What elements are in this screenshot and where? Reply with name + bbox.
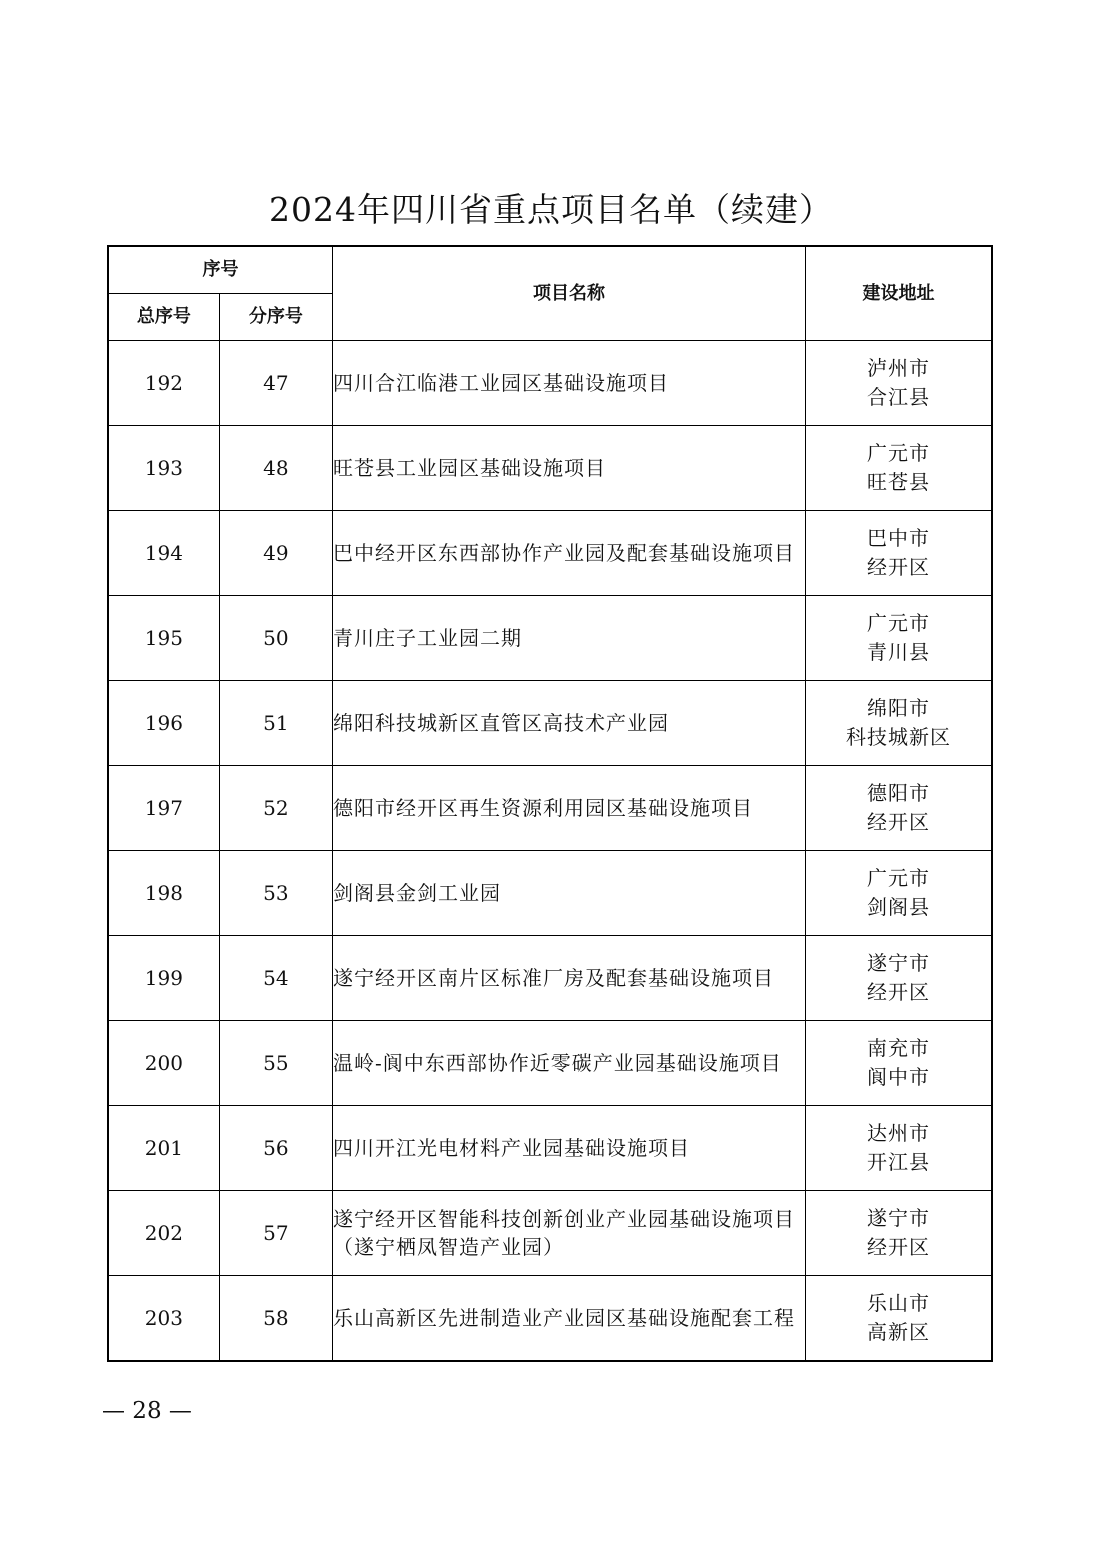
location-cell <box>806 426 992 511</box>
location-city: 绵阳市 <box>867 696 931 720</box>
sub-seq-cell: 53 <box>219 851 332 936</box>
total-seq-header: 总序号 <box>108 294 219 341</box>
location-city: 广元市 <box>867 866 931 890</box>
location-city: 遂宁市 <box>867 1206 931 1230</box>
project-name-header: 项目名称 <box>333 246 806 341</box>
location-city: 巴中市 <box>867 526 931 550</box>
location-district: 科技城新区 <box>846 725 952 749</box>
location-city: 乐山市 <box>867 1291 931 1315</box>
sub-seq-cell: 48 <box>219 426 332 511</box>
project-name-cell: 乐山高新区先进制造业产业园区基础设施配套工程 <box>333 1276 806 1362</box>
location-district: 青川县 <box>867 640 931 664</box>
location-cell <box>806 851 992 936</box>
project-name-cell: 遂宁经开区智能科技创新创业产业园基础设施项目（遂宁栖凤智造产业园） <box>333 1191 806 1276</box>
table-row <box>108 936 992 1021</box>
table-row <box>108 1191 992 1276</box>
location-header: 建设地址 <box>806 246 992 341</box>
table-row <box>108 1106 992 1191</box>
sub-seq-cell: 56 <box>219 1106 332 1191</box>
location-city: 德阳市 <box>867 781 931 805</box>
total-seq-cell: 197 <box>108 766 219 851</box>
location-city: 广元市 <box>867 441 931 465</box>
table-body <box>108 341 992 1362</box>
location-district: 剑阁县 <box>867 895 931 919</box>
location-cell <box>806 1106 992 1191</box>
project-name-cell: 剑阁县金剑工业园 <box>333 851 806 936</box>
location-cell <box>806 511 992 596</box>
location-cell <box>806 1191 992 1276</box>
location-district: 合江县 <box>867 385 931 409</box>
location-district: 旺苍县 <box>867 470 931 494</box>
sub-seq-cell: 49 <box>219 511 332 596</box>
location-district: 经开区 <box>867 555 931 579</box>
location-cell <box>806 766 992 851</box>
location-cell <box>806 1276 992 1362</box>
project-name-cell: 四川合江临港工业园区基础设施项目 <box>333 341 806 426</box>
project-name-cell: 四川开江光电材料产业园基础设施项目 <box>333 1106 806 1191</box>
project-name-cell: 遂宁经开区南片区标准厂房及配套基础设施项目 <box>333 936 806 1021</box>
project-name-cell: 旺苍县工业园区基础设施项目 <box>333 426 806 511</box>
location-cell <box>806 341 992 426</box>
sub-seq-cell: 50 <box>219 596 332 681</box>
location-district: 经开区 <box>867 810 931 834</box>
total-seq-cell: 199 <box>108 936 219 1021</box>
project-name-cell: 德阳市经开区再生资源利用园区基础设施项目 <box>333 766 806 851</box>
project-table <box>107 245 993 1362</box>
total-seq-cell: 193 <box>108 426 219 511</box>
total-seq-cell: 194 <box>108 511 219 596</box>
sub-seq-cell: 58 <box>219 1276 332 1362</box>
location-district: 高新区 <box>867 1320 931 1344</box>
sub-seq-cell: 52 <box>219 766 332 851</box>
project-name-cell: 巴中经开区东西部协作产业园及配套基础设施项目 <box>333 511 806 596</box>
sub-seq-cell: 57 <box>219 1191 332 1276</box>
total-seq-cell: 200 <box>108 1021 219 1106</box>
table-row <box>108 511 992 596</box>
total-seq-cell: 196 <box>108 681 219 766</box>
table-row <box>108 1021 992 1106</box>
location-cell <box>806 596 992 681</box>
page-number: — 28 — <box>102 1398 192 1424</box>
sub-seq-header: 分序号 <box>219 294 332 341</box>
project-name-cell: 青川庄子工业园二期 <box>333 596 806 681</box>
total-seq-cell: 192 <box>108 341 219 426</box>
table-row <box>108 1276 992 1362</box>
table-row <box>108 596 992 681</box>
location-city: 泸州市 <box>867 356 931 380</box>
sub-seq-cell: 54 <box>219 936 332 1021</box>
project-name-cell: 温岭-阆中东西部协作近零碳产业园基础设施项目 <box>333 1021 806 1106</box>
page-title: 2024年四川省重点项目名单（续建） <box>269 190 833 229</box>
location-cell <box>806 1021 992 1106</box>
table-row <box>108 681 992 766</box>
location-city: 遂宁市 <box>867 951 931 975</box>
total-seq-cell: 195 <box>108 596 219 681</box>
location-city: 广元市 <box>867 611 931 635</box>
location-city: 达州市 <box>867 1121 931 1145</box>
table-row <box>108 766 992 851</box>
seq-group-header: 序号 <box>108 246 333 294</box>
table-row <box>108 851 992 936</box>
total-seq-cell: 203 <box>108 1276 219 1362</box>
table-row <box>108 341 992 426</box>
total-seq-cell: 201 <box>108 1106 219 1191</box>
location-district: 经开区 <box>867 1235 931 1259</box>
location-cell <box>806 681 992 766</box>
sub-seq-cell: 51 <box>219 681 332 766</box>
location-district: 经开区 <box>867 980 931 1004</box>
location-district: 阆中市 <box>867 1065 931 1089</box>
total-seq-cell: 198 <box>108 851 219 936</box>
location-cell <box>806 936 992 1021</box>
location-city: 南充市 <box>867 1036 931 1060</box>
location-district: 开江县 <box>867 1150 931 1174</box>
table-row <box>108 426 992 511</box>
table-header-row <box>108 246 992 294</box>
project-name-cell: 绵阳科技城新区直管区高技术产业园 <box>333 681 806 766</box>
total-seq-cell: 202 <box>108 1191 219 1276</box>
sub-seq-cell: 55 <box>219 1021 332 1106</box>
sub-seq-cell: 47 <box>219 341 332 426</box>
